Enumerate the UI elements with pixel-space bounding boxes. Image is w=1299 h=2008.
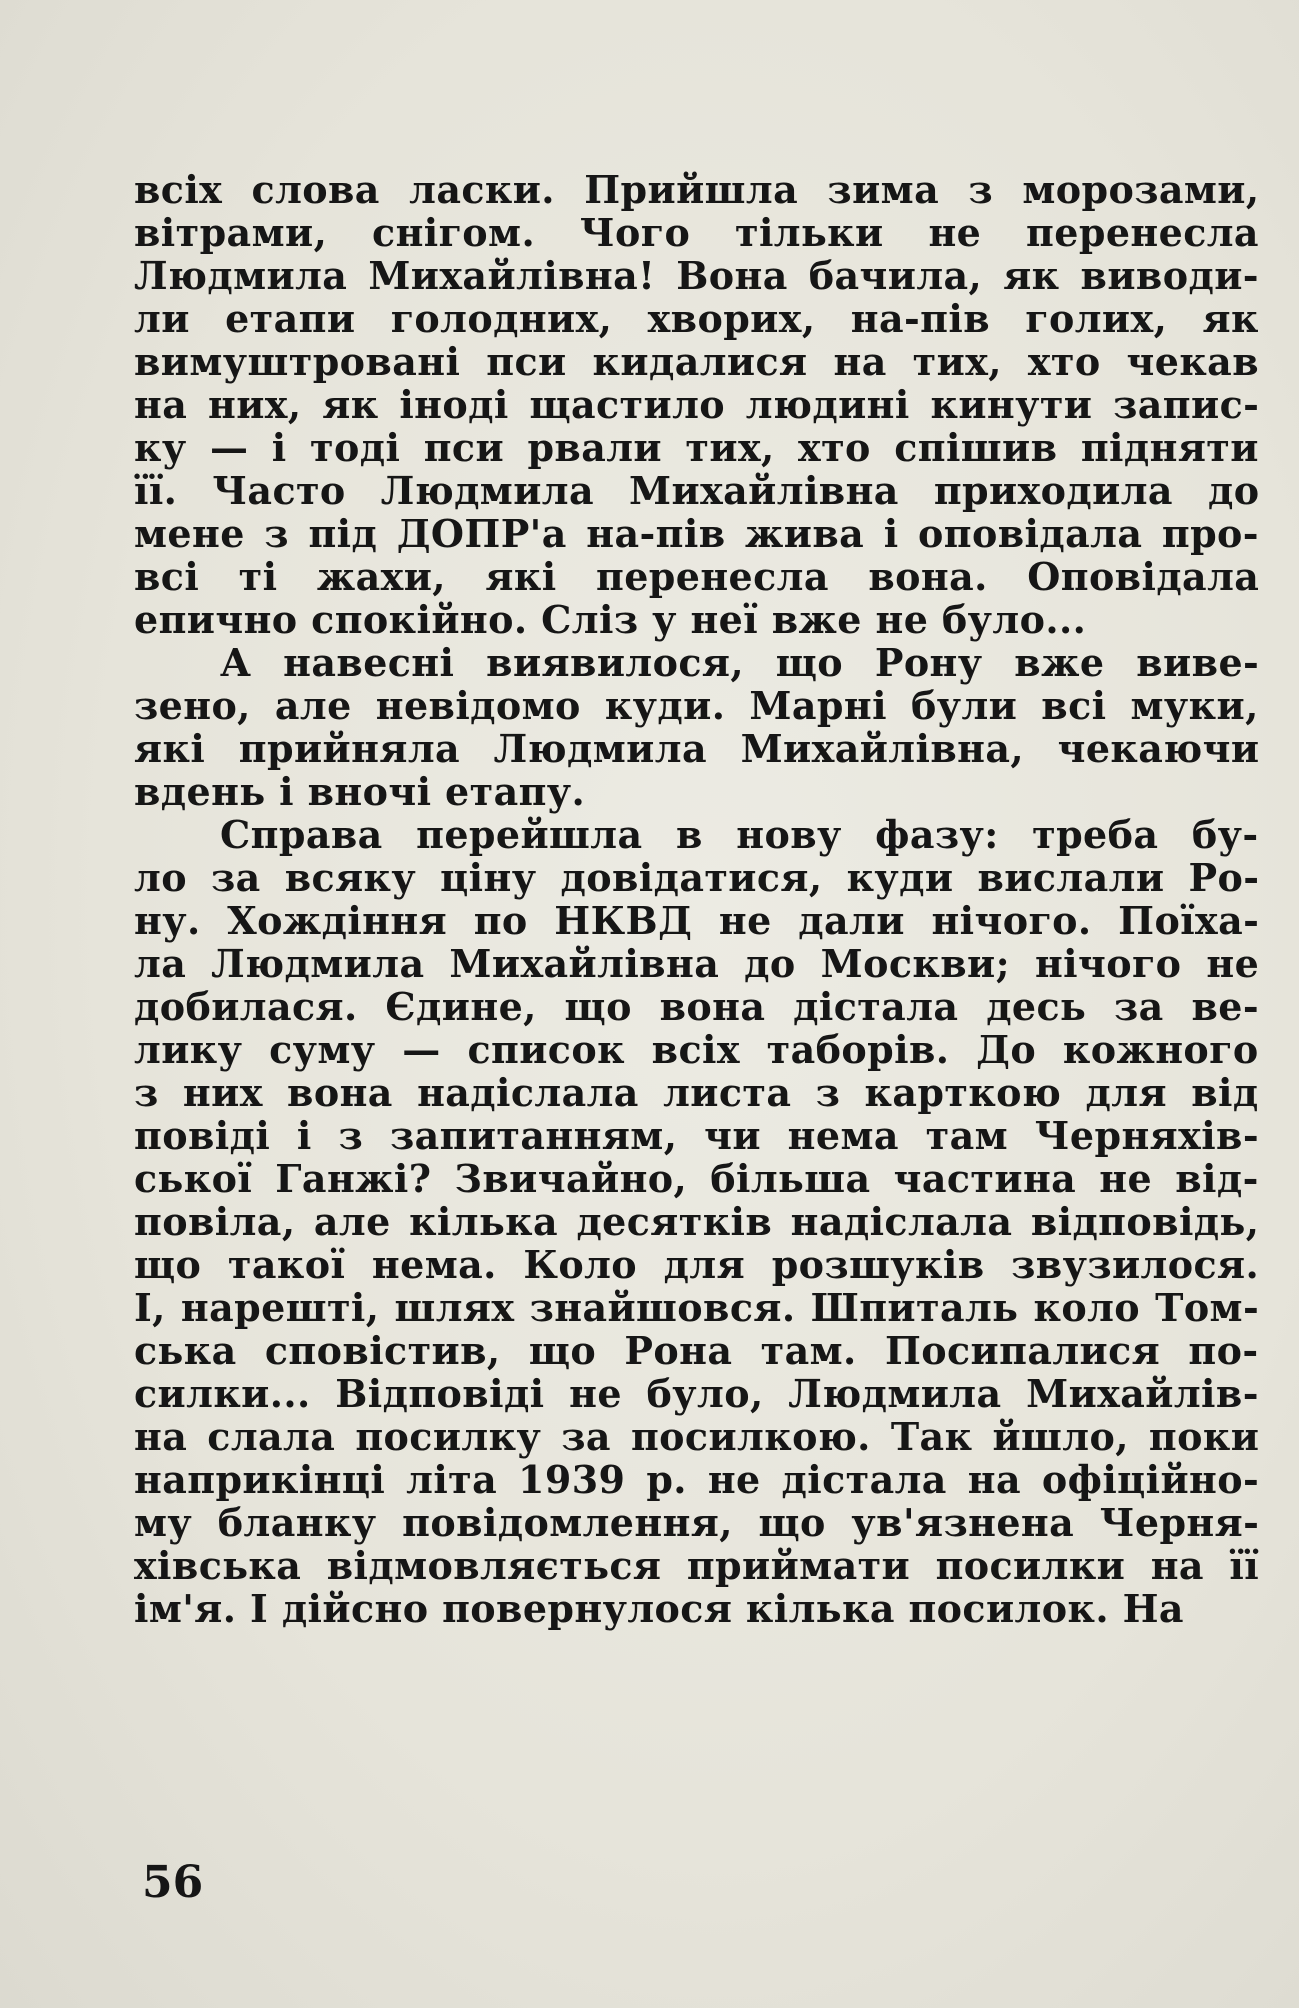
body-text [134, 168, 1259, 1630]
paragraph [134, 813, 1259, 1630]
paragraph [134, 168, 1259, 641]
text-line: повіді і з запитанням, чи нема там Черняхів- [134, 1113, 1260, 1158]
text-line: її. Часто Людмила Михайлівна приходила до [134, 468, 1260, 513]
text-line: ло за всяку ціну довідатися, куди вислали Ро- [134, 855, 1260, 900]
text-line: ла Людмила Михайлівна до Москви; нічого не [134, 941, 1260, 986]
text-line: зено, але невідомо куди. Марні були всі муки, [134, 683, 1259, 728]
text-line: вимуштровані пси кидалися на тих, хто чекав [134, 339, 1260, 384]
text-line: І, нарешті, шлях знайшовся. Шпиталь коло Том- [134, 1285, 1260, 1330]
paragraph [134, 641, 1259, 813]
text-line: лику суму — список всіх таборів. До кожного [134, 1027, 1259, 1072]
text-line: вдень і вночі етапу. [134, 769, 586, 814]
text-line: му бланку повідомлення, що ув'язнена Черня- [134, 1500, 1260, 1545]
text-line: ська сповістив, що Рона там. Посипалися по- [134, 1328, 1259, 1373]
text-line: хівська відмовляється приймати посилки на її [134, 1543, 1260, 1588]
text-line: добилася. Єдине, що вона дістала десь за ве- [134, 984, 1259, 1029]
text-line: мене з під ДОПР'а на-пів жива і оповідала про- [134, 511, 1259, 556]
text-line: на слала посилку за посилкою. Так йшло, поки [134, 1414, 1260, 1459]
text-line: Людмила Михайлівна! Вона бачила, як виводи- [134, 253, 1259, 298]
text-line: на них, як іноді щастило людині кинути запис- [134, 382, 1260, 427]
text-line: ну. Хождіння по НКВД не дали нічого. Поїха- [134, 898, 1260, 943]
text-line: Справа перейшла в нову фазу: треба бу- [220, 812, 1259, 857]
text-line: ської Ганжі? Звичайно, більша частина не від- [134, 1156, 1259, 1201]
text-line: з них вона надіслала листа з карткою для від [134, 1070, 1259, 1115]
text-line: ли етапи голодних, хворих, на-пів голих, як [134, 296, 1259, 341]
text-line: повіла, але кілька десятків надіслала відповідь, [134, 1199, 1260, 1244]
text-line: силки... Відповіді не було, Людмила Михайлів- [134, 1371, 1259, 1416]
text-line: що такої нема. Коло для розшуків звузилося. [134, 1242, 1260, 1287]
text-line: наприкінці літа 1939 р. не дістала на офіційно- [134, 1457, 1260, 1502]
text-line: які прийняла Людмила Михайлівна, чекаючи [134, 726, 1260, 771]
text-line: епично спокійно. Сліз у неї вже не було... [134, 597, 1087, 642]
text-line: вітрами, снігом. Чого тільки не перенесла [134, 210, 1259, 255]
page-number: 56 [142, 1857, 204, 1908]
text-line: ку — і тоді пси рвали тих, хто спішив підняти [134, 425, 1259, 470]
text-line: всі ті жахи, які перенесла вона. Оповідала [134, 554, 1260, 599]
text-line: А навесні виявилося, що Рону вже виве- [220, 640, 1260, 685]
text-line: ім'я. І дійсно повернулося кілька посилок. На [134, 1586, 1184, 1631]
text-line: всіх слова ласки. Прийшла зима з морозами, [134, 167, 1260, 212]
